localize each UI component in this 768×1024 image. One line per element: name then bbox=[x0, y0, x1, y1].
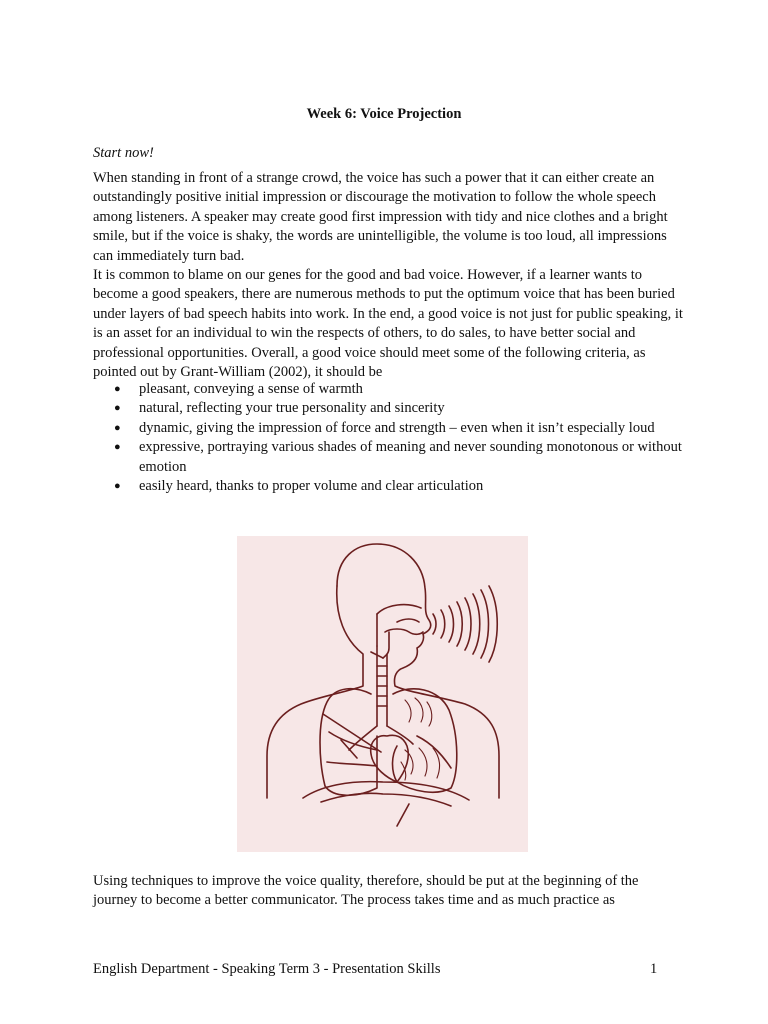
list-item: ● easily heard, thanks to proper volume and clear articulation bbox=[93, 477, 683, 496]
paragraph-2: It is common to blame on our genes for the good and bad voice. However, if a learner wants to become a good speakers, there are numerous methods to put the optimum voice that has been buried under layers of bad speech habits into work. In the end, a good voice is not just for public speaking, it is an asset for an individual to win the respects of others, to do sales, to have better social and professional opportunities. Overall, a good voice should meet some of the following criteria, as pointed out by Grant-William (2002), it should be bbox=[93, 267, 683, 381]
body-text bbox=[93, 169, 683, 382]
list-item: ● dynamic, giving the impression of force and strength – even when it isn’t especially loud bbox=[93, 419, 683, 438]
list-item: ● expressive, portraying various shades of meaning and never sounding monotonous or without emotion bbox=[114, 439, 682, 475]
list-item: ● pleasant, conveying a sense of warmth bbox=[93, 380, 683, 399]
footer-text: English Department - Speaking Term 3 - Presentation Skills bbox=[93, 961, 441, 977]
page-title: Week 6: Voice Projection bbox=[306, 106, 462, 122]
bullet-icon: ● bbox=[114, 402, 121, 415]
bullet-icon: ● bbox=[114, 441, 121, 454]
paragraph-3: Using techniques to improve the voice quality, therefore, should be put at the beginning of the journey to become a better communicator. The process takes time and as much practice as bbox=[93, 873, 639, 909]
list-item: ● natural, reflecting your true personality and sincerity bbox=[93, 399, 683, 418]
respiratory-system-illustration bbox=[237, 536, 528, 852]
bullet-icon: ● bbox=[114, 383, 121, 395]
start-label: Start now! bbox=[93, 145, 154, 161]
bullet-icon: ● bbox=[114, 480, 121, 493]
bullet-icon: ● bbox=[114, 421, 121, 434]
criteria-list bbox=[93, 380, 683, 496]
paragraph-1: When standing in front of a strange crowd, the voice has such a power that it can either create an outstandingly positive initial impression or discourage the motivation to follow the whole speech among listeners. A speaker may create good first impression with tidy and nice clothes and a bright smile, but if the voice is shaky, the words are unintelligible, the volume is too loud, all impressions can immediately turn bad. bbox=[93, 170, 668, 264]
page-number: 1 bbox=[650, 961, 658, 977]
respiratory-system-icon bbox=[237, 536, 528, 852]
